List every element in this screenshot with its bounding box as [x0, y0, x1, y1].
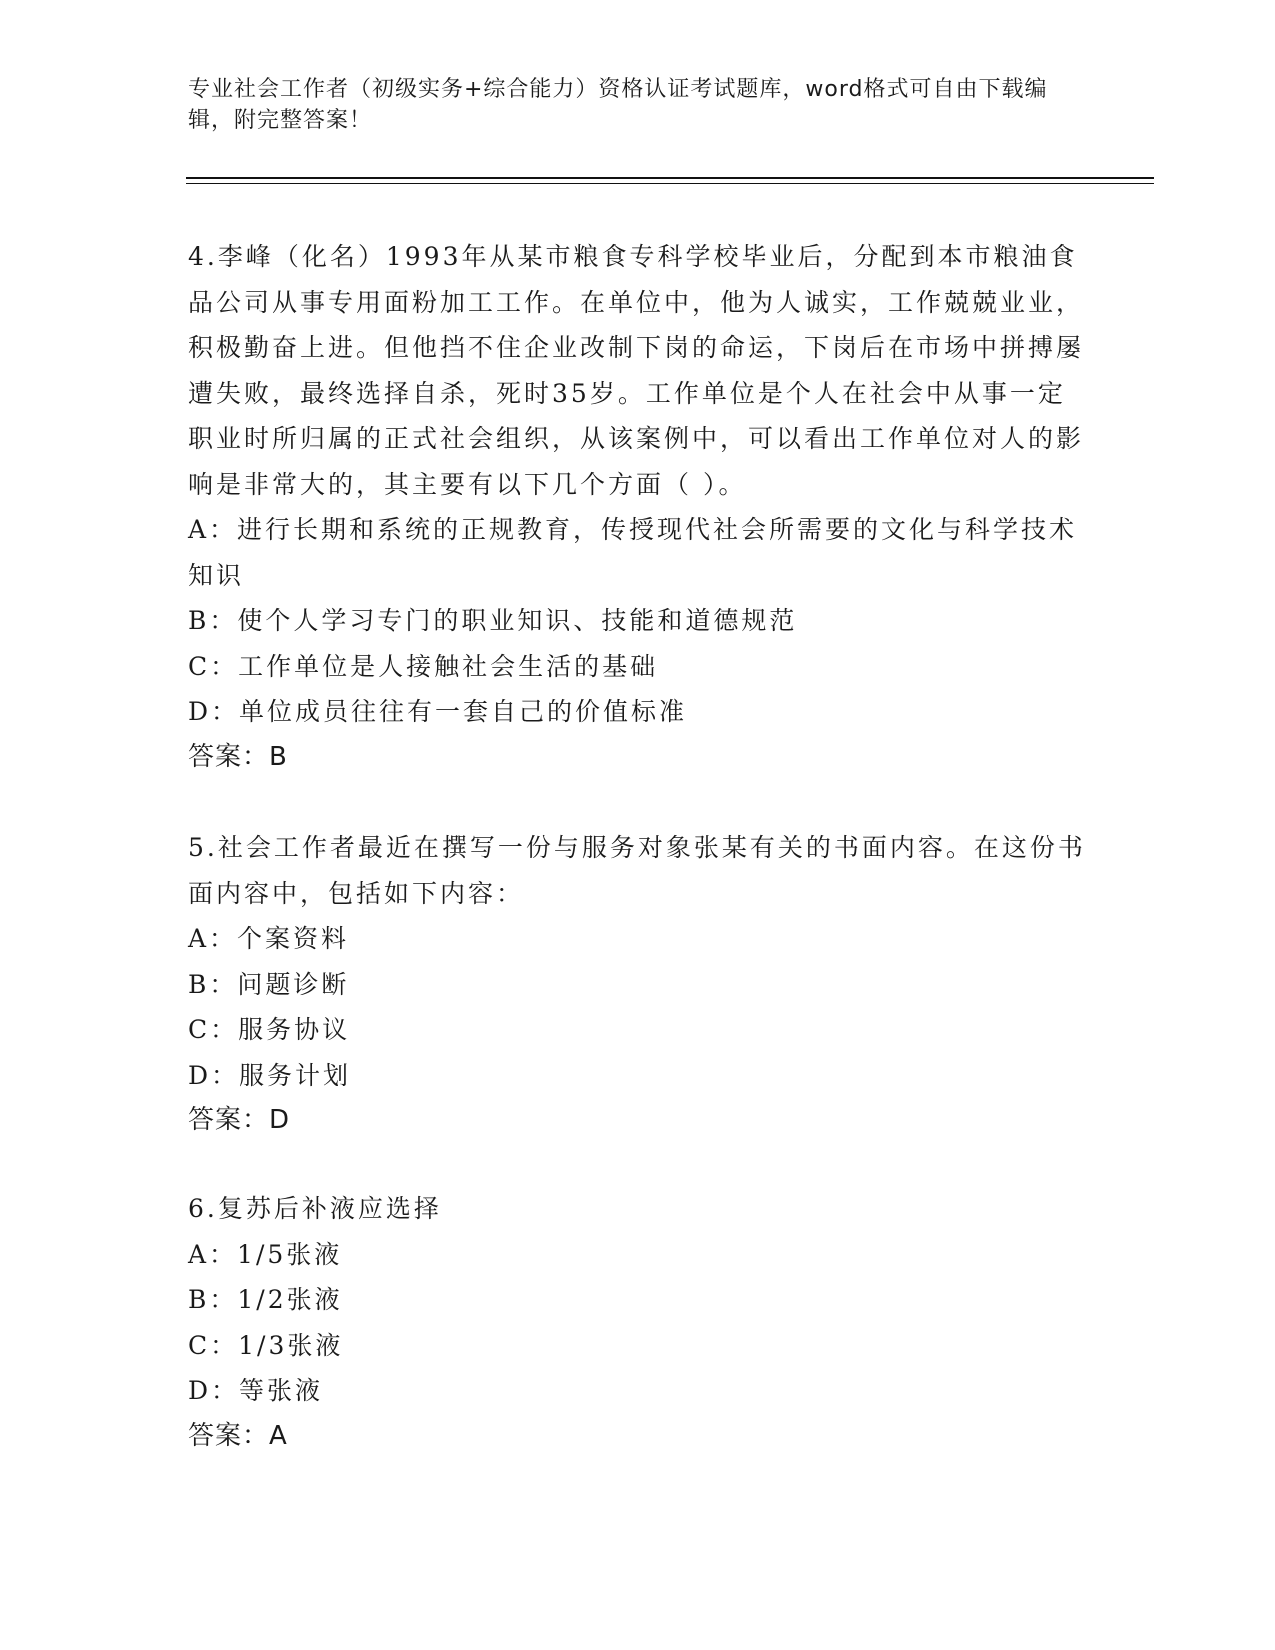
answer: 答案：A — [188, 1420, 288, 1451]
option-b: B：使个人学习专门的职业知识、技能和道德规范 — [188, 606, 798, 635]
option-d: D：单位成员往往有一套自己的价值标准 — [188, 697, 688, 726]
question-stem: 5.社会工作者最近在撰写一份与服务对象张某有关的书面内容。在这份书面内容中，包括如下内容： — [188, 833, 1086, 908]
question-4 — [188, 234, 1088, 780]
option-c: C：服务协议 — [188, 1015, 351, 1044]
option-c: C：工作单位是人接触社会生活的基础 — [188, 651, 659, 681]
header-divider-thick — [186, 177, 1154, 179]
option-d: D：服务计划 — [188, 1060, 352, 1090]
option-b: B：1/2张液 — [188, 1285, 343, 1314]
answer: 答案：B — [188, 741, 288, 772]
question-stem: 4.李峰（化名）1993年从某市粮食专科学校毕业后，分配到本市粮油食品公司从事专用面粉加工工作。在单位中，他为人诚实，工作兢兢业业，积极勤奋上进。但他挡不住企业改制下岗的命运，下岗后在市场中拼搏屡遭失败，最终选择自杀，死时35岁。工作单位是个人在社会中从事一定职业时所归属的正式社会组织，从该案例中，可以看出工作单位对人的影响是非常大的，其主要有以下几个方面（ ）。 — [188, 242, 1085, 499]
option-d: D：等张液 — [188, 1376, 324, 1405]
question-5 — [188, 825, 1088, 1144]
option-b: B：问题诊断 — [188, 969, 350, 999]
option-c: C：1/3张液 — [188, 1330, 344, 1360]
question-stem: 6.复苏后补液应选择 — [188, 1194, 442, 1223]
question-6 — [188, 1186, 1088, 1459]
answer: 答案：D — [188, 1105, 291, 1135]
option-a: A：1/5张液 — [188, 1239, 343, 1269]
option-a: A：个案资料 — [188, 924, 350, 953]
document-header: 专业社会工作者（初级实务+综合能力）资格认证考试题库，word格式可自由下载编辑，附完整答案！ — [188, 77, 1048, 133]
header-divider-thin — [186, 183, 1154, 184]
option-a: A：进行长期和系统的正规教育，传授现代社会所需要的文化与科学技术知识 — [188, 515, 1078, 590]
